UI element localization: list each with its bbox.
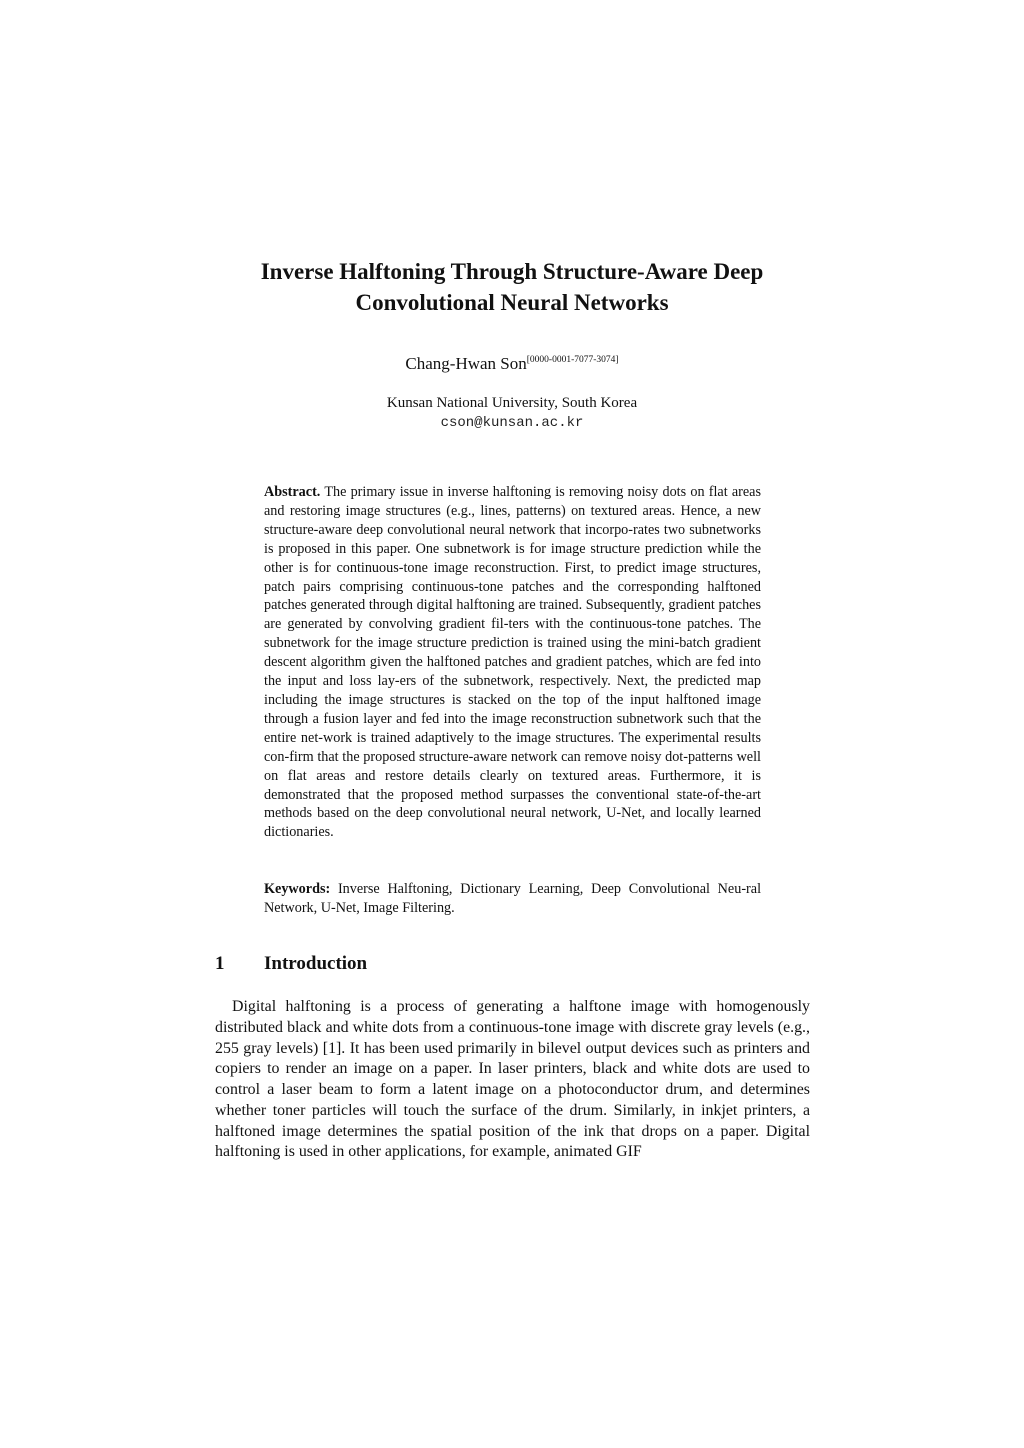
keywords-label: Keywords: (264, 881, 331, 897)
abstract-label: Abstract. (264, 484, 321, 500)
keywords-text: Inverse Halftoning, Dictionary Learning, Deep Convolutional Neu-ral Network, U-Net, Image Filtering. (264, 881, 762, 916)
introduction-paragraph: Digital halftoning is a process of generating a halftone image with homogenously distributed black and white dots from a continuous-tone image with discrete gray levels (e.g., 255 gray levels) [1]. It has been used primarily in bilevel output devices such as printers and copiers to render an image on a paper. In laser printers, black and white dots are used to control a laser beam to form a latent image on a photoconductor drum, and determines whether toner particles will touch the surface of the drum. Similarly, in inkjet printers, a halftoned image determines the spatial position of the ink that drops on a paper. Digital halftoning is used in other applications, for example, animated GIF (215, 998, 810, 1161)
author-orcid: [0000-0001-7077-3074] (526, 355, 619, 365)
author (200, 353, 824, 375)
author-email: cson@kunsan.ac.kr (440, 415, 584, 431)
section-number: 1 (215, 953, 225, 974)
keywords (264, 880, 761, 918)
author-name: Chang-Hwan Son (405, 354, 527, 373)
paper-title-line-2: Convolutional Neural Networks (355, 290, 669, 315)
section-title: Introduction (264, 953, 368, 974)
section-heading (215, 952, 815, 976)
author-affiliation: Kunsan National University, South Korea (386, 395, 638, 411)
paper-title-line-1: Inverse Halftoning Through Structure-Aware Deep (260, 259, 764, 284)
paper-title (200, 256, 824, 318)
abstract-text: The primary issue in inverse halftoning is removing noisy dots on flat areas and restoring image structures (e.g., lines, patterns) on textured areas. Hence, a new structure-aware deep convolutional neural network that incorpo-rates two subnetworks is proposed in this paper. One subnetwork is for image structure prediction while the other is for continuous-tone image reconstruction. First, to predict image structures, patch pairs comprising continuous-tone patches and the corresponding halftoned patches generated through digital halftoning are trained. Subsequently, gradient patches are generated by convolving gradient fil-ters with the continuous-tone patches. The subnetwork for the image structure prediction is trained using the mini-batch gradient descent algorithm given the halftoned patches and gradient patches, which are fed into the input and loss lay-ers of the subnetwork, respectively. Next, the predicted map including the image structures is stacked on the top of the input halftoned image through a fusion layer and fed into the image reconstruction subnetwork such that the entire net-work is trained adaptively to the image structures. The experimental results con-firm that the proposed structure-aware network can remove noisy dot-patterns well on flat areas and restore details clearly on textured areas. Furthermore, it is demonstrated that the proposed method surpasses the conventional state-of-the-art methods based on the deep convolutional neural network, U-Net, and locally learned dictionaries. (264, 484, 762, 841)
abstract (264, 483, 761, 842)
